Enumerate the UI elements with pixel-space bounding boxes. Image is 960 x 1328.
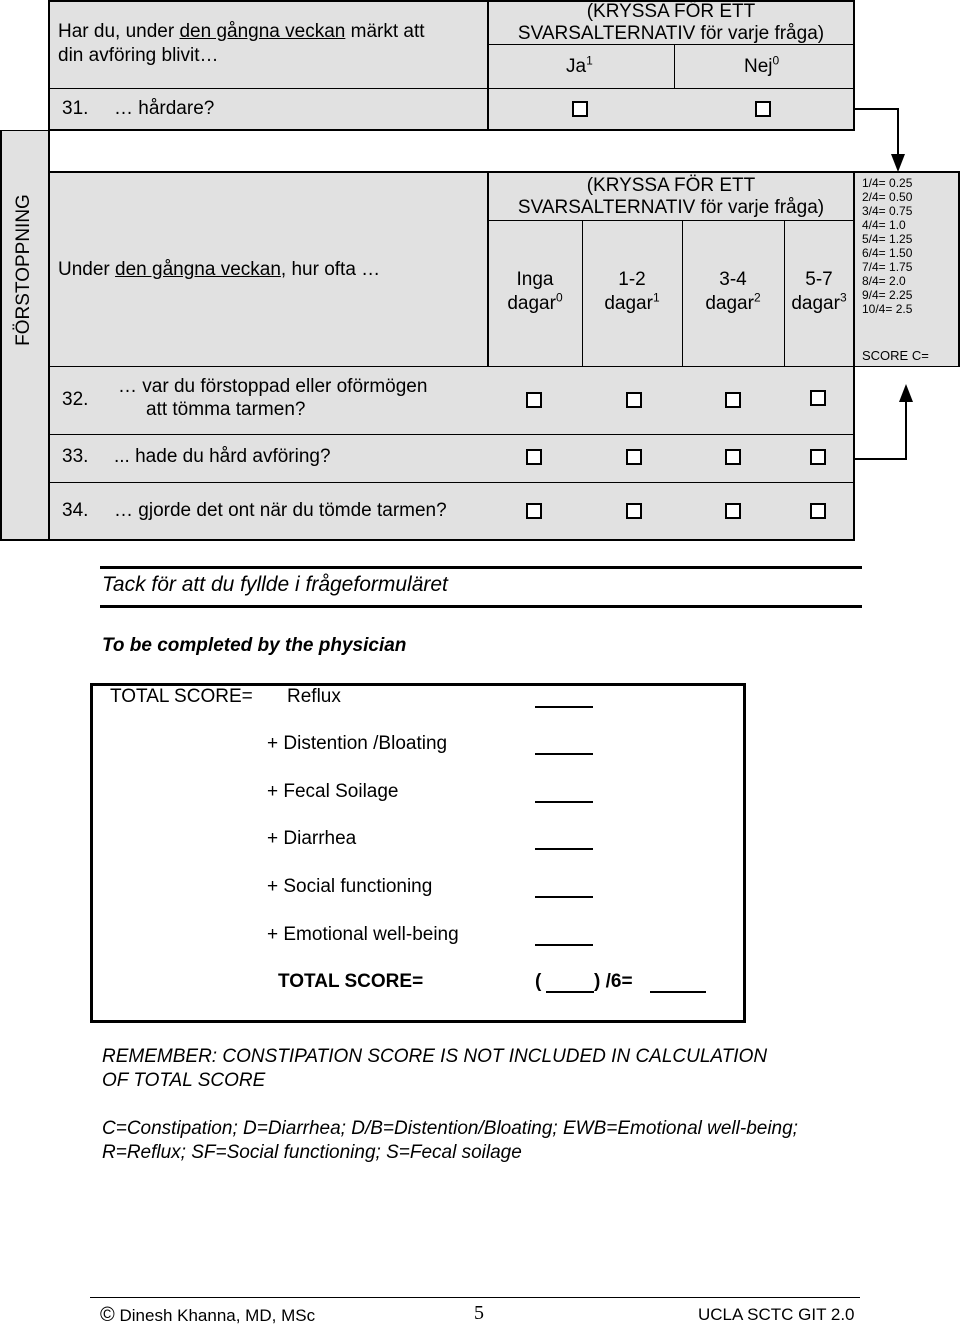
instruction2-line1: (KRYSSA FÖR ETT: [586, 175, 756, 196]
grid-line: [48, 482, 854, 483]
q31-text: … hårdare?: [114, 98, 215, 119]
distention-blank[interactable]: [535, 753, 593, 755]
thanks-text: Tack för att du fyllde i frågeformuläret: [102, 573, 448, 596]
fecal-blank[interactable]: [535, 801, 593, 803]
q34-checkbox-2[interactable]: [725, 503, 741, 519]
option-0-sup: 0: [555, 290, 563, 305]
question-intro-post: märkt att: [350, 21, 425, 42]
question-intro-pre: Har du, under: [58, 21, 175, 42]
emotional-label: + Emotional well-being: [267, 924, 459, 945]
footer-left: [100, 1303, 315, 1328]
section-side-label: FÖRSTOPPNING: [13, 194, 34, 346]
footer-author: Dinesh Khanna, MD, MSc: [119, 1306, 316, 1325]
option-0-line1: Inga: [516, 269, 554, 290]
q32-checkbox-0[interactable]: [526, 392, 542, 408]
q33-number: 33.: [62, 446, 89, 467]
question2-post: , hur ofta …: [280, 259, 381, 280]
q34-checkbox-1[interactable]: [626, 503, 642, 519]
score-row: 2/4= 0.50: [862, 190, 913, 204]
score-row: 10/4= 2.5: [862, 302, 913, 316]
q33-checkbox-1[interactable]: [626, 449, 642, 465]
option-header-2: [682, 268, 784, 316]
q32-checkbox-3[interactable]: [810, 390, 826, 406]
arrow-connector: [854, 108, 898, 110]
option-0-dagar: dagar: [507, 293, 556, 314]
reflux-label: Reflux: [287, 686, 341, 707]
option-2-dagar: dagar: [705, 293, 754, 314]
formula-open: (: [535, 971, 542, 992]
option-3-line1: 5-7: [805, 269, 833, 290]
option-1-line1: 1-2: [618, 269, 646, 290]
score-row: 3/4= 0.75: [862, 204, 913, 218]
q32-number: 32.: [62, 389, 89, 410]
total-blank[interactable]: [650, 991, 706, 993]
footer-page-number: 5: [474, 1302, 484, 1324]
option-1-sup: 1: [652, 290, 660, 305]
grid-line: [48, 130, 50, 540]
q33-checkbox-2[interactable]: [725, 449, 741, 465]
q32-line2: att tömma tarmen?: [146, 399, 306, 420]
physician-note: To be completed by the physician: [102, 635, 407, 656]
option-2-line2: [682, 292, 784, 316]
question2-underlined: den gångna veckan: [115, 259, 281, 280]
question2-intro: [58, 258, 380, 282]
arrow-connector: [905, 398, 907, 460]
option-1-dagar: dagar: [604, 293, 653, 314]
option-2-line1: 3-4: [719, 269, 747, 290]
social-blank[interactable]: [535, 896, 593, 898]
score-c-label: SCORE C=: [862, 348, 929, 363]
q32-checkbox-1[interactable]: [626, 392, 642, 408]
q33-checkbox-3[interactable]: [810, 449, 826, 465]
option-0-line2: [488, 292, 582, 316]
option-2-sup: 2: [753, 290, 761, 305]
legend-line2: R=Reflux; SF=Social functioning; S=Fecal soilage: [102, 1142, 522, 1163]
option-3-dagar: dagar: [791, 293, 840, 314]
q34-checkbox-3[interactable]: [810, 503, 826, 519]
question-intro: [58, 20, 425, 44]
grid-line: [48, 0, 50, 130]
option-1-line2: [582, 292, 682, 316]
grid-line: [48, 366, 960, 367]
nej-sup: 0: [772, 53, 780, 68]
legend-line1: C=Constipation; D=Diarrhea; D/B=Distention/Bloating; EWB=Emotional well-being;: [102, 1118, 798, 1139]
grid-line: [0, 130, 48, 131]
score-row: 6/4= 1.50: [862, 246, 913, 260]
total-score-label: TOTAL SCORE=: [278, 971, 424, 992]
remember-line1: REMEMBER: CONSTIPATION SCORE IS NOT INCLUDED IN CALCULATION: [102, 1046, 768, 1067]
sum-blank[interactable]: [546, 991, 594, 993]
arrow-connector: [854, 458, 907, 460]
option-3-sup: 3: [839, 290, 847, 305]
q33-text: ... hade du hård avföring?: [114, 446, 331, 467]
grid-line: [0, 130, 2, 540]
score-row: 9/4= 2.25: [862, 288, 913, 302]
nej-header: [744, 55, 779, 79]
q32-line1: … var du förstoppad eller oförmögen: [118, 376, 428, 397]
grid-line: [853, 172, 855, 540]
social-label: + Social functioning: [267, 876, 433, 897]
grid-line: [488, 220, 854, 221]
diarrhea-label: + Diarrhea: [267, 828, 357, 849]
formula-close: ) /6=: [594, 971, 633, 992]
q34-text: … gjorde det ont när du tömde tarmen?: [114, 500, 447, 521]
q34-number: 34.: [62, 500, 89, 521]
grid-line: [48, 171, 960, 173]
question-intro-underlined: den gångna veckan: [179, 21, 346, 42]
instruction2-line2: SVARSALTERNATIV för varje fråga): [517, 197, 825, 218]
option-header-1: [582, 268, 682, 316]
question-intro-line2: din avföring blivit…: [58, 45, 219, 66]
instruction-line1: (KRYSSA FÖR ETT: [586, 1, 756, 22]
grid-line: [48, 434, 854, 435]
q34-checkbox-0[interactable]: [526, 503, 542, 519]
q31-checkbox-ja[interactable]: [572, 101, 588, 117]
grid-line: [48, 129, 855, 131]
score-row: 5/4= 1.25: [862, 232, 913, 246]
diarrhea-blank[interactable]: [535, 848, 593, 850]
thanks-bottom-rule: [100, 605, 862, 608]
arrow-connector: [897, 108, 899, 158]
footer-rule: [90, 1297, 860, 1298]
question2-pre: Under: [58, 259, 110, 280]
emotional-blank[interactable]: [535, 944, 593, 946]
fecal-label: + Fecal Soilage: [267, 781, 399, 802]
score-row: 4/4= 1.0: [862, 218, 906, 232]
grid-line: [674, 44, 675, 88]
q33-checkbox-0[interactable]: [526, 449, 542, 465]
nej-label: Nej: [744, 56, 773, 77]
grid-line: [0, 539, 855, 541]
option-header-3: [784, 268, 854, 316]
thanks-top-rule: [100, 566, 862, 569]
copyright-icon: ©: [100, 1304, 115, 1326]
distention-label: + Distention /Bloating: [267, 733, 448, 754]
score-row: 1/4= 0.25: [862, 176, 913, 190]
q31-number: 31.: [62, 98, 89, 119]
ja-sup: 1: [586, 53, 593, 68]
q31-answer-cell: [488, 88, 854, 130]
arrow-down-icon: [891, 154, 905, 172]
instruction-line2: SVARSALTERNATIV för varje fråga): [517, 23, 825, 44]
option-header-0: [488, 268, 582, 316]
footer-right: UCLA SCTC GIT 2.0: [698, 1305, 855, 1324]
score-row: 7/4= 1.75: [862, 260, 913, 274]
grid-line: [48, 88, 855, 89]
reflux-blank[interactable]: [535, 706, 593, 708]
ja-header: [566, 55, 593, 79]
total-header: TOTAL SCORE=: [110, 686, 253, 707]
q32-checkbox-2[interactable]: [725, 392, 741, 408]
score-row: 8/4= 2.0: [862, 274, 906, 288]
q31-checkbox-nej[interactable]: [755, 101, 771, 117]
ja-label: Ja: [566, 56, 587, 77]
option-3-line2: [784, 292, 854, 316]
remember-line2: OF TOTAL SCORE: [102, 1070, 266, 1091]
